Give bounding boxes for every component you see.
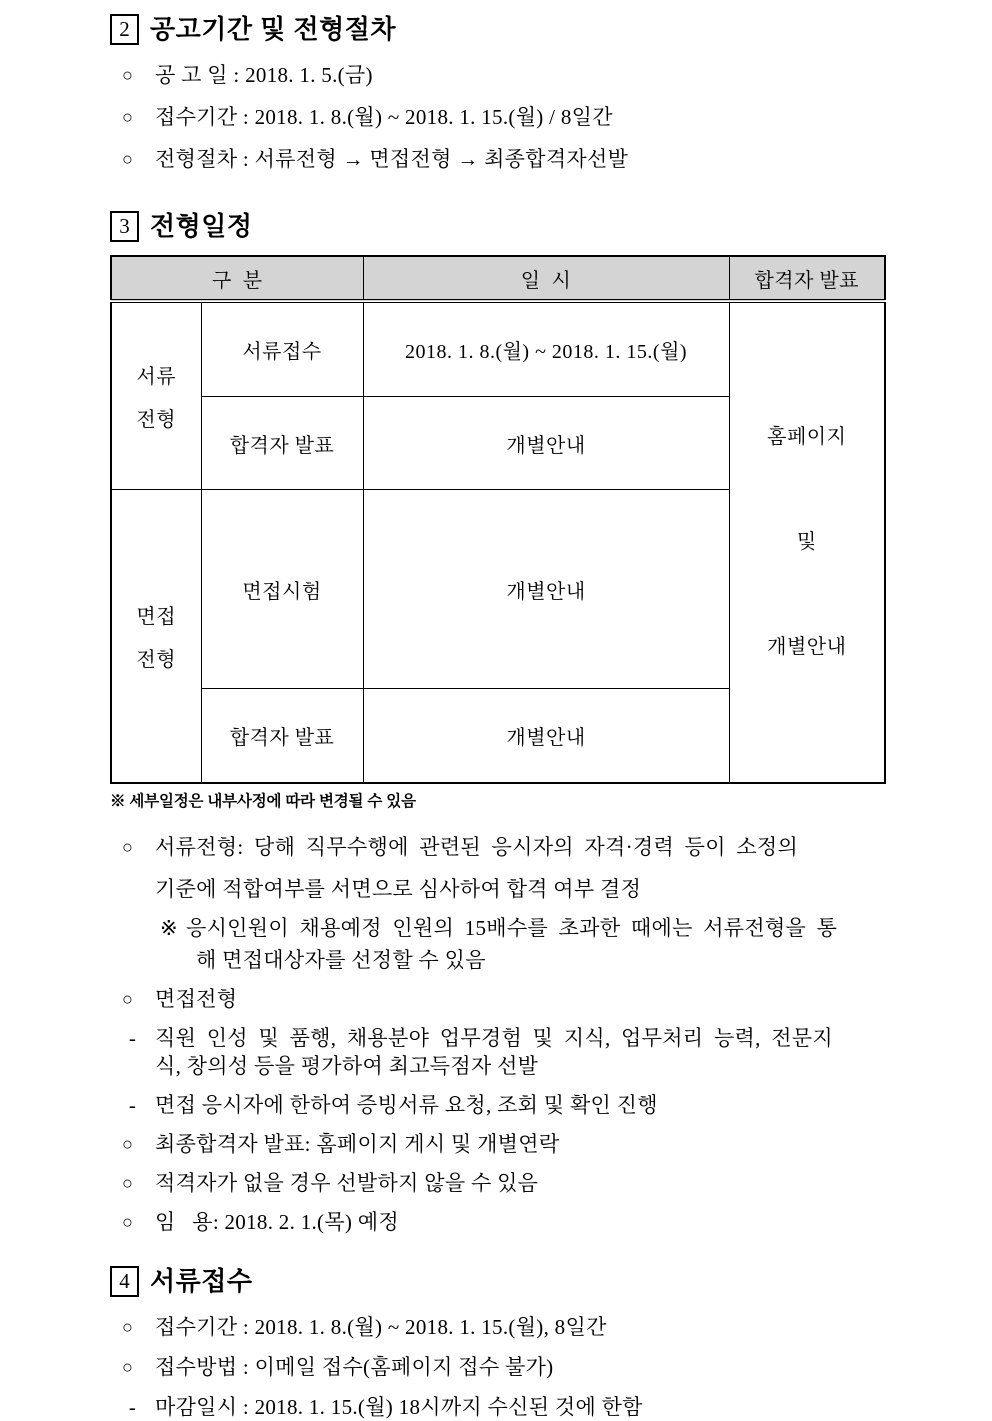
section-title-text: 공고기간 및 전형절차 <box>150 14 396 44</box>
announce-line: 개별안내 <box>767 636 847 658</box>
circle-bullet-marker: ○ <box>122 1134 134 1154</box>
reference-mark: ※ <box>160 916 178 940</box>
circle-bullet-marker: ○ <box>122 989 134 1009</box>
section-heading <box>110 12 894 46</box>
header-category: 구 분 <box>111 256 363 301</box>
circle-bullet-marker: ○ <box>122 1173 134 1193</box>
text-line: 서류전형: 당해 직무수행에 관련된 응시자의 자격·경력 등이 소정의 <box>155 835 799 859</box>
circle-bullet-marker: ○ <box>122 65 134 85</box>
announce-line: 홈페이지 <box>767 426 847 448</box>
step-cell: 합격자 발표 <box>201 397 363 490</box>
text-line: 접수기간 : 2018. 1. 8.(월) ~ 2018. 1. 15.(월) / 8일간 <box>155 105 613 129</box>
text-line: 면접 응시자에 한하여 증빙서류 요청, 조회 및 확인 진행 <box>155 1093 658 1117</box>
circle-bullet-marker: ○ <box>122 1212 134 1232</box>
group-cell-document-screening <box>111 301 201 490</box>
text-line: 임 용: 2018. 2. 1.(목) 예정 <box>155 1210 399 1234</box>
schedule-cell: 개별안내 <box>363 689 729 783</box>
selection-details <box>110 834 894 1236</box>
bullet-paragraph <box>122 1314 894 1341</box>
section-number-box: 4 <box>110 1266 139 1297</box>
circle-bullet-marker: ○ <box>122 149 134 169</box>
section-title-text: 서류접수 <box>150 1266 253 1296</box>
circle-bullet-marker: ○ <box>122 107 134 127</box>
text-line: 접수방법 : 이메일 접수(홈페이지 접수 불가) <box>155 1355 554 1379</box>
text-line: 식, 창의성 등을 평가하여 최고득점자 선발 <box>155 1054 539 1078</box>
bullet-paragraph <box>122 1131 894 1158</box>
dash-bullet-marker: - <box>128 1093 137 1117</box>
text-line: 직원 인성 및 품행, 채용분야 업무경험 및 지식, 업무처리 능력, 전문지 <box>155 1026 833 1050</box>
section-number-box: 2 <box>110 14 139 45</box>
text-line: 전형절차 : 서류전형 → 면접전형 → 최종합격자선발 <box>155 147 629 171</box>
section-selection-schedule <box>110 209 894 1236</box>
group-line: 전형 <box>136 649 177 671</box>
announce-cell <box>729 301 885 783</box>
header-result-announcement: 합격자 발표 <box>729 256 885 301</box>
text-line: 공 고 일 : 2018. 1. 5.(금) <box>155 63 373 87</box>
bullet-paragraph <box>122 834 894 903</box>
text-line: 마감일시 : 2018. 1. 15.(월) 18시까지 수신된 것에 한함 <box>155 1395 643 1419</box>
dash-paragraph <box>122 1025 894 1080</box>
circle-bullet-marker: ○ <box>122 837 134 857</box>
text-line: 적격자가 없을 경우 선발하지 않을 수 있음 <box>155 1171 539 1195</box>
group-line: 서류 <box>136 366 177 388</box>
section-heading <box>110 1264 894 1298</box>
circle-bullet-marker: ○ <box>122 1357 134 1377</box>
section-heading <box>110 209 894 243</box>
schedule-cell: 개별안내 <box>363 490 729 689</box>
document-content <box>110 12 894 1421</box>
bullet-paragraph <box>122 986 894 1013</box>
dash-paragraph <box>122 1394 894 1421</box>
header-datetime: 일 시 <box>363 256 729 301</box>
schedule-cell: 2018. 1. 8.(월) ~ 2018. 1. 15.(월) <box>363 301 729 397</box>
note-paragraph <box>160 915 894 974</box>
bullet-paragraph <box>122 1354 894 1381</box>
section-title-text: 전형일정 <box>150 211 253 241</box>
text-line: 응시인원이 채용예정 인원의 15배수를 초과한 때에는 서류전형을 통 <box>186 916 838 940</box>
bullet-paragraph <box>122 1170 894 1197</box>
text-line: 해 면접대상자를 선정할 수 있음 <box>196 948 486 972</box>
bullet-paragraph <box>122 146 894 173</box>
text-line: 기준에 적합여부를 서면으로 심사하여 합격 여부 결정 <box>155 877 642 901</box>
table-footnote: ※ 세부일정은 내부사정에 따라 변경될 수 있음 <box>110 793 416 810</box>
dash-bullet-marker: - <box>128 1395 137 1419</box>
step-cell: 서류접수 <box>201 301 363 397</box>
group-line: 전형 <box>136 409 177 431</box>
step-cell: 면접시험 <box>201 490 363 689</box>
group-line: 면접 <box>136 606 177 628</box>
group-cell-interview <box>111 490 201 784</box>
section-number-box: 3 <box>110 211 139 242</box>
bullet-paragraph <box>122 104 894 131</box>
schedule-cell: 개별안내 <box>363 397 729 490</box>
text-line: 최종합격자 발표: 홈페이지 게시 및 개별연락 <box>155 1132 560 1156</box>
section-announcement-period <box>110 12 894 173</box>
bullet-paragraph <box>122 62 894 89</box>
table-row <box>111 301 885 397</box>
text-line: 면접전형 <box>155 987 238 1011</box>
step-cell: 합격자 발표 <box>201 689 363 783</box>
dash-paragraph <box>122 1092 894 1119</box>
table-header-row <box>111 256 885 301</box>
schedule-table <box>110 255 886 784</box>
dash-bullet-marker: - <box>128 1026 137 1050</box>
bullet-paragraph <box>122 1209 894 1236</box>
text-line: 접수기간 : 2018. 1. 8.(월) ~ 2018. 1. 15.(월), 8일간 <box>155 1315 607 1339</box>
section-document-submission <box>110 1264 894 1421</box>
circle-bullet-marker: ○ <box>122 1317 134 1337</box>
announce-line: 및 <box>796 531 817 553</box>
